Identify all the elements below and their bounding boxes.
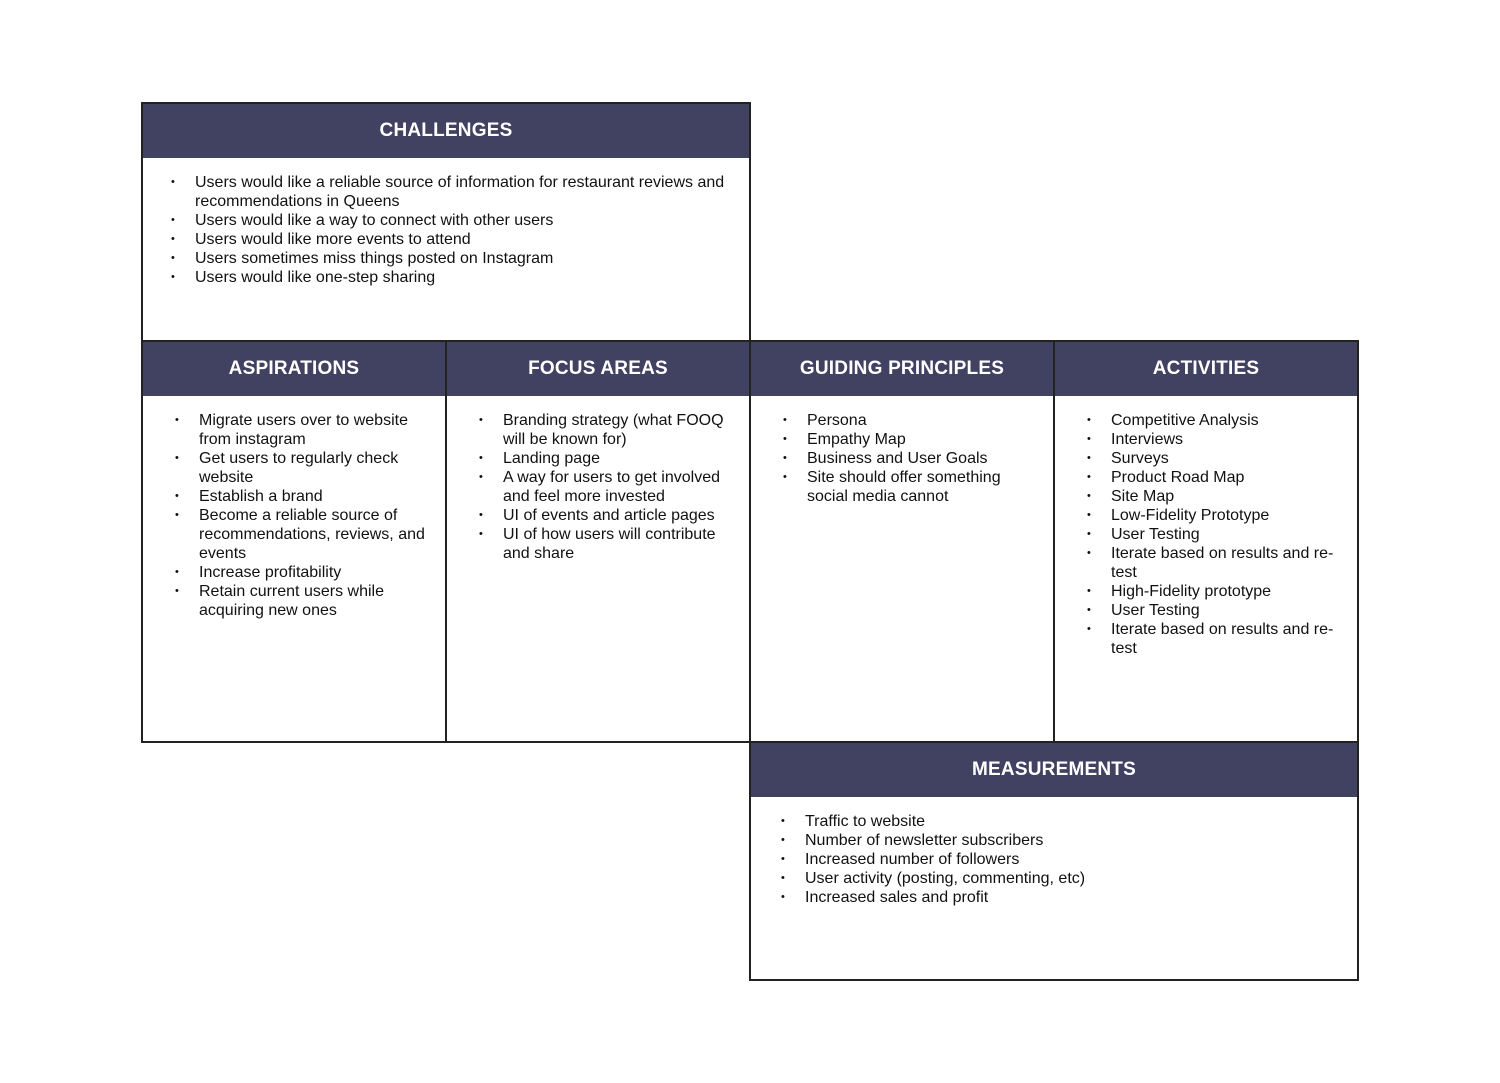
list-item: • Competitive Analysis [1085,411,1349,430]
measurements-card [749,741,1359,981]
list-item: • Users would like more events to attend [169,230,737,249]
focus-areas-header: FOCUS AREAS [447,342,749,396]
list-item: • Product Road Map [1085,468,1349,487]
list-item: • Retain current users while acquiring new ones [173,582,437,620]
challenges-header: CHALLENGES [143,104,749,158]
activities-header: ACTIVITIES [1055,342,1357,396]
list-item: • Iterate based on results and re-test [1085,544,1349,582]
list-item: • Persona [781,411,1045,430]
list-item: • A way for users to get involved and feel more invested [477,468,741,506]
guiding-principles-card [749,340,1055,743]
activities-card [1053,340,1359,743]
aspirations-card [141,340,447,743]
list-item: • Business and User Goals [781,449,1045,468]
list-item: • UI of how users will contribute and share [477,525,741,563]
list-item: • Landing page [477,449,741,468]
list-item: • Users sometimes miss things posted on Instagram [169,249,737,268]
challenges-list [143,158,749,287]
list-item: • User Testing [1085,601,1349,620]
list-item: • Users would like one-step sharing [169,268,737,287]
list-item: • Surveys [1085,449,1349,468]
guiding-principles-list [751,396,1053,506]
list-item: • Iterate based on results and re-test [1085,620,1349,658]
list-item: • Increase profitability [173,563,437,582]
list-item: • Traffic to website [779,812,1345,831]
measurements-header: MEASUREMENTS [751,743,1357,797]
list-item: • User Testing [1085,525,1349,544]
aspirations-list [143,396,445,620]
list-item: • Users would like a reliable source of information for restaurant reviews and recommendations in Queens [169,173,737,211]
aspirations-header: ASPIRATIONS [143,342,445,396]
list-item: • Site Map [1085,487,1349,506]
list-item: • Empathy Map [781,430,1045,449]
list-item: • Number of newsletter subscribers [779,831,1345,850]
list-item: • Branding strategy (what FOOQ will be known for) [477,411,741,449]
list-item: • User activity (posting, commenting, etc) [779,869,1345,888]
measurements-list [751,797,1357,907]
list-item: • Become a reliable source of recommendations, reviews, and events [173,506,437,563]
list-item: • Users would like a way to connect with other users [169,211,737,230]
list-item: • Interviews [1085,430,1349,449]
focus-areas-list [447,396,749,563]
list-item: • Get users to regularly check website [173,449,437,487]
list-item: • Increased sales and profit [779,888,1345,907]
list-item: • High-Fidelity prototype [1085,582,1349,601]
guiding-principles-header: GUIDING PRINCIPLES [751,342,1053,396]
list-item: • Low-Fidelity Prototype [1085,506,1349,525]
list-item: • Migrate users over to website from instagram [173,411,437,449]
focus-areas-card [445,340,751,743]
challenges-card [141,102,751,342]
activities-list [1055,396,1357,658]
list-item: • Increased number of followers [779,850,1345,869]
list-item: • UI of events and article pages [477,506,741,525]
list-item: • Establish a brand [173,487,437,506]
list-item: • Site should offer something social media cannot [781,468,1045,506]
